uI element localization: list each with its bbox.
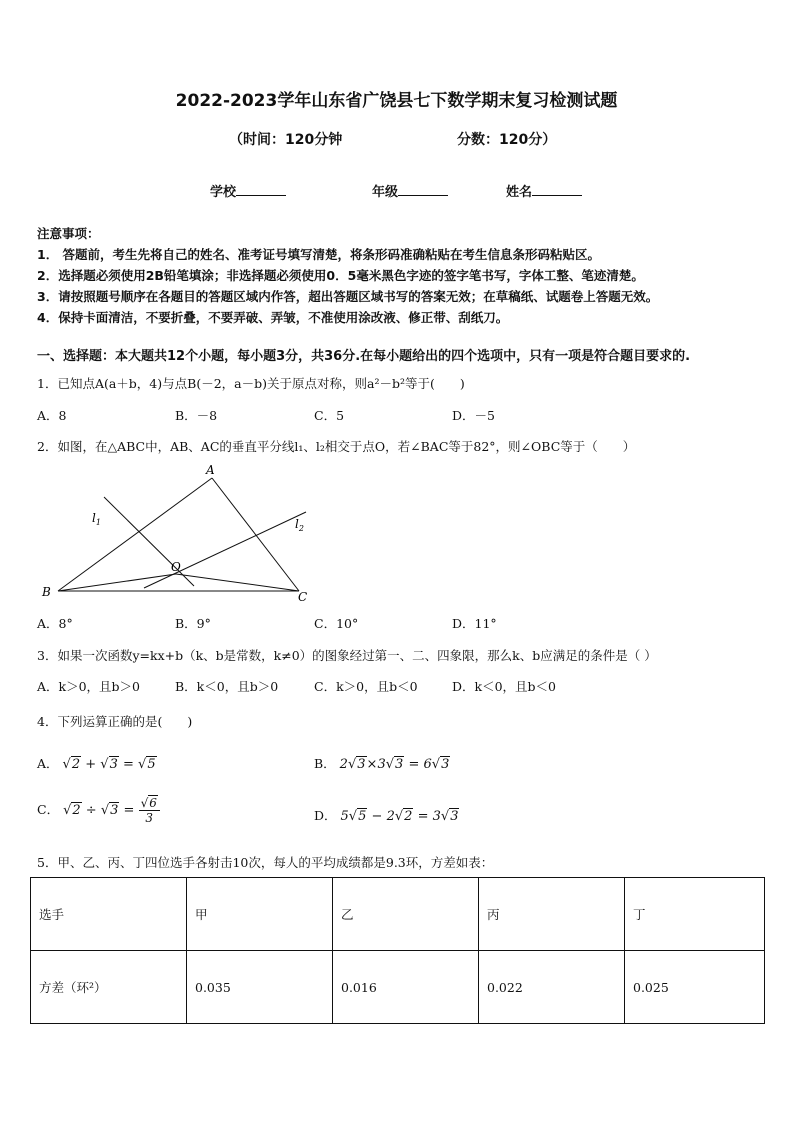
table-header-cell: 丁 [625, 878, 765, 951]
q4-option-a[interactable] [37, 754, 157, 772]
name-blank[interactable] [532, 182, 582, 196]
table-cell: 0.035 [187, 951, 333, 1024]
q2-option-b[interactable]: B．9° [175, 616, 211, 631]
q2-option-a[interactable]: A．8° [37, 616, 73, 631]
q2-option-d[interactable]: D．11° [452, 616, 497, 631]
q1-option-c[interactable]: C．5 [314, 408, 345, 423]
q4-option-b[interactable] [314, 754, 450, 772]
table-header-cell: 选手 [31, 878, 187, 951]
school-field [210, 181, 286, 200]
label-b: B [42, 585, 51, 599]
exam-score: 分数：120分） [457, 132, 557, 148]
q4-option-d-label: D． [314, 808, 337, 823]
q4-option-d-expr: 5√5 − 2√2 = 3√3 [340, 809, 459, 824]
q4-option-c-expr: √2 ÷ √3 = $\frac{√6}{3}$ [63, 803, 160, 818]
q3-option-c[interactable]: C．k＞0，且b＜0 [314, 679, 418, 694]
label-l1: $l_1$ [92, 511, 101, 527]
q4-option-b-label: B． [314, 756, 336, 771]
notice-item: 2．选择题必须使用2B铅笔填涂；非选择题必须使用0．5毫米黑色字迹的签字笔书写，字体工整、笔迹清楚。 [37, 268, 644, 283]
variance-table [30, 877, 765, 1024]
q3-option-a[interactable]: A．k＞0，且b＞0 [37, 679, 141, 694]
notice-item: 1． 答题前，考生先将自己的姓名、准考证号填写清楚，将条形码准确粘贴在考生信息条形码粘贴区。 [37, 247, 601, 262]
page-title: 2022-2023学年山东省广饶县七下数学期末复习检测试题 [175, 91, 618, 111]
notice-item: 4．保持卡面清洁，不要折叠，不要弄破、弄皱，不准使用涂改液、修正带、刮纸刀。 [37, 310, 509, 325]
label-o: O [171, 560, 181, 574]
q4-option-c[interactable] [37, 796, 160, 825]
q4-option-c-label: C． [37, 802, 60, 817]
triangle-figure [36, 460, 316, 610]
label-a: A [206, 463, 215, 477]
table-cell: 0.025 [625, 951, 765, 1024]
q1-option-d[interactable]: D．－5 [452, 408, 495, 423]
table-row [31, 878, 765, 951]
table-header-cell: 甲 [187, 878, 333, 951]
question-4-stem: 4．下列运算正确的是( ) [37, 714, 193, 729]
exam-time: （时间：120分钟 [229, 132, 343, 148]
q4-option-a-expr: √2 + √3 = √5 [62, 757, 156, 772]
q4-option-d[interactable] [314, 806, 459, 824]
label-c: C [298, 590, 308, 604]
grade-label: 年级 [372, 185, 399, 200]
table-cell: 0.016 [333, 951, 479, 1024]
segment-ob [58, 574, 176, 591]
name-field [506, 181, 582, 200]
school-label: 学校 [210, 185, 237, 200]
side-ab [58, 478, 212, 591]
notice-item: 3．请按照题号顺序在各题目的答题区域内作答，超出答题区域书写的答案无效；在草稿纸、试题卷上答题无效。 [37, 289, 659, 304]
segment-oc [176, 574, 299, 591]
q2-option-c[interactable]: C．10° [314, 616, 359, 631]
q3-option-d[interactable]: D．k＜0，且b＜0 [452, 679, 557, 694]
q4-option-a-label: A． [37, 756, 59, 771]
name-label: 姓名 [506, 185, 533, 200]
line-l2 [144, 512, 306, 588]
table-row [31, 951, 765, 1024]
table-cell: 方差（环²） [31, 951, 187, 1024]
grade-blank[interactable] [398, 182, 448, 196]
q3-option-b[interactable]: B．k＜0，且b＞0 [175, 679, 279, 694]
notice-heading: 注意事项： [37, 226, 100, 241]
table-header-cell: 乙 [333, 878, 479, 951]
question-2-stem: 2．如图，在△ABC中，AB、AC的垂直平分线l₁、l₂相交于点O，若∠BAC等于82°，则∠OBC等于（ ） [37, 439, 636, 454]
question-3-stem: 3．如果一次函数y=kx+b（k、b是常数，k≠0）的图象经过第一、二、四象限，那么k、b应满足的条件是（ ） [37, 648, 657, 663]
grade-field [372, 181, 448, 200]
q4-option-b-expr: 2√3×3√3 = 6√3 [339, 757, 450, 772]
table-cell: 0.022 [479, 951, 625, 1024]
question-1-stem: 1．已知点A(a＋b，4)与点B(－2，a－b)关于原点对称，则a²－b²等于( ) [37, 376, 465, 391]
section-heading: 一、选择题：本大题共12个小题，每小题3分，共36分.在每小题给出的四个选项中，只有一项是符合题目要求的. [37, 349, 691, 364]
label-l2: $l_2$ [295, 517, 304, 533]
school-blank[interactable] [236, 182, 286, 196]
table-header-cell: 丙 [479, 878, 625, 951]
question-5-stem: 5．甲、乙、丙、丁四位选手各射击10次，每人的平均成绩都是9.3环，方差如表： [37, 855, 494, 870]
side-ac [212, 478, 299, 591]
q1-option-a[interactable]: A．8 [37, 408, 67, 423]
q1-option-b[interactable]: B．－8 [175, 408, 218, 423]
